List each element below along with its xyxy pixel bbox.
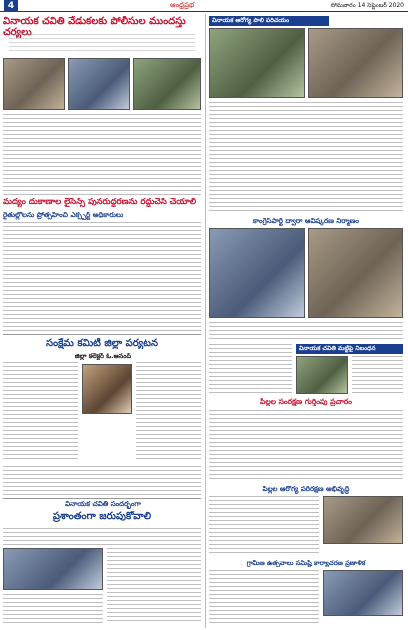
headline-2: మద్యం దుకాణాల లైసెన్స్ పునరుద్ధరణను రద్దుచేసి చేయాలి <box>3 198 197 207</box>
divider-2 <box>3 498 201 499</box>
headline-7: ప్రశాంతంగా జరుపుకోవాలి <box>52 511 152 522</box>
right-column <box>205 14 405 628</box>
headline-11: పిల్లల సంరక్షణ గుర్తింపు ప్రచారం <box>260 398 352 406</box>
article-7-text-b <box>352 356 403 394</box>
photo-festival <box>3 548 103 590</box>
article-8-text <box>209 410 403 482</box>
photo-officers <box>133 58 201 110</box>
headline-13: గ్రామీణ ఉత్సవాలు సమిష్టి కార్యాచరణ ప్రణాళిక <box>246 560 366 567</box>
article-4-text-c <box>3 594 103 624</box>
photo-health <box>209 28 305 98</box>
headline-9: కాంగ్రెస్‌పార్టీ ద్వారా ఆవిష్కరణ నిర్మాణం <box>253 218 359 225</box>
masthead: ఆంధ్రప్రభ <box>170 1 195 9</box>
headline-12: పిల్లల ఆరోగ్య పరిరక్షణ అభివృద్ధి <box>262 486 350 493</box>
article-4-text-a <box>3 528 201 546</box>
photo-village <box>323 570 403 616</box>
headline-4: సంక్షేమ కమిటీ జిల్లా పర్యటన <box>46 338 158 349</box>
photo-police <box>3 58 65 110</box>
article-6-text <box>209 322 403 342</box>
headline-6: వినాయక చవితి సందర్భంగా <box>65 501 141 508</box>
headline-5: జిల్లా కలెక్టర్ ఓ.ఆనంద్ <box>74 353 132 360</box>
article-1-text <box>3 114 201 196</box>
article-3-text-c <box>3 466 201 496</box>
article-3-text-a <box>3 362 78 462</box>
photo-congress <box>209 228 305 318</box>
headline-8: వినాయక ఆరోగ్య పాలి పరిచయం <box>209 16 329 26</box>
page-number: 4 <box>4 0 18 12</box>
photo-idol <box>296 356 348 394</box>
article-9-text-a <box>209 496 319 556</box>
article-10-text-a <box>209 570 319 626</box>
photo-health-2 <box>308 28 403 98</box>
page-header <box>0 0 408 12</box>
article-2-text <box>3 222 201 332</box>
subhead-lines <box>9 34 195 54</box>
left-column <box>3 14 201 628</box>
headline-3: రైతుల్లోలను ప్రోత్సహించి ఎక్స్పర్ట్ అధికారులు <box>3 212 124 219</box>
issue-date: సోమవారం 14 సెప్టెంబర్ 2020 <box>330 2 404 9</box>
article-7-text-a <box>209 344 292 394</box>
headline-10: వినాయక చవితి మట్టిపై నిబంధన <box>296 344 403 354</box>
headline-1: వినాయక చవితి వేడుకలకు పోలీసుల ముందస్తు చర్యలు <box>3 16 186 38</box>
divider <box>3 334 201 335</box>
article-5-text <box>209 102 403 214</box>
article-4-text-b <box>107 548 201 624</box>
photo-children <box>323 496 403 544</box>
photo-collector <box>82 364 132 414</box>
photo-meeting <box>68 58 130 110</box>
article-3-text-b <box>136 362 201 462</box>
photo-congress-2 <box>308 228 403 318</box>
